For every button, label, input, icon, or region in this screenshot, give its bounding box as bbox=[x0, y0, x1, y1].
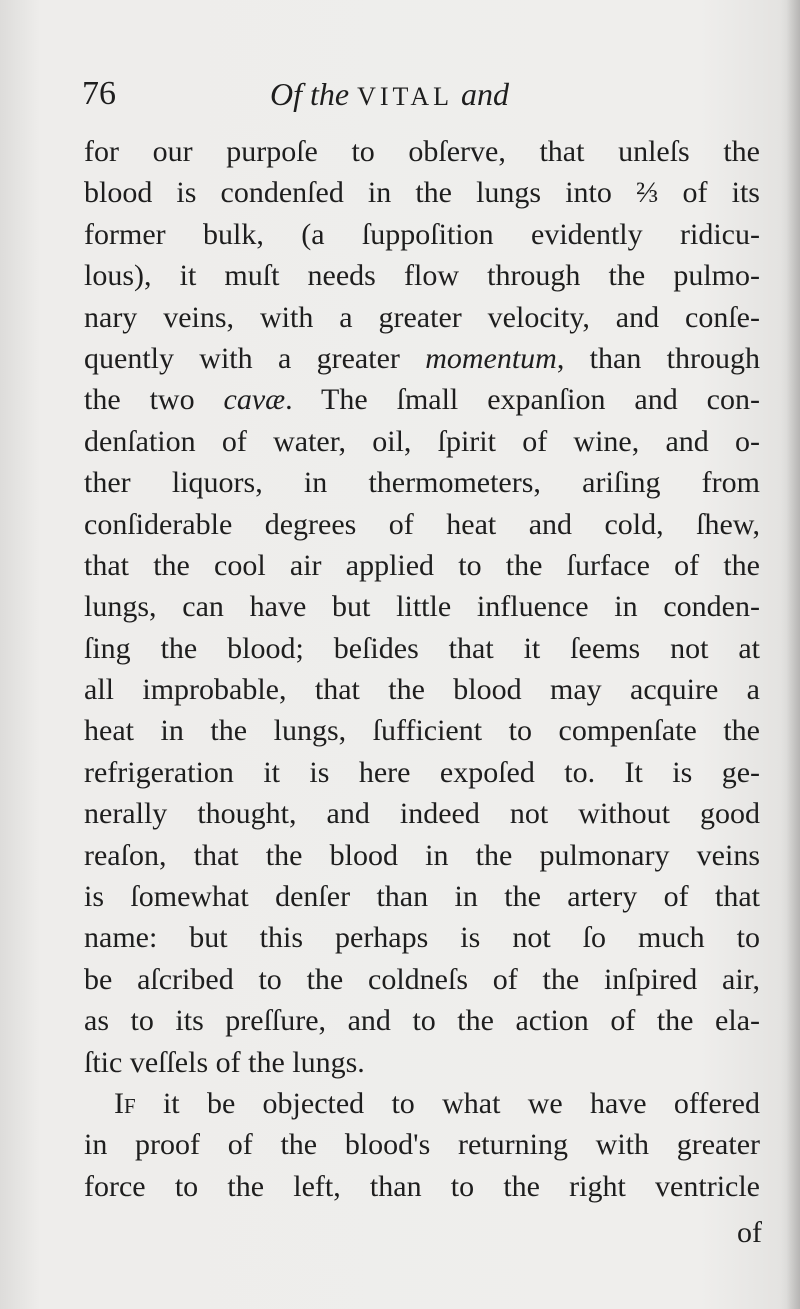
text-line-2: blood is condenſed in the lungs into ⅔ of its bbox=[84, 176, 760, 210]
text-line-24 bbox=[84, 1083, 760, 1124]
text-line-23: ſtic veſſels of the lungs. bbox=[84, 1045, 365, 1079]
page-header bbox=[82, 72, 762, 116]
text-line-6-b: , than through bbox=[556, 341, 760, 375]
text-line-6-a: quently with a greater bbox=[84, 341, 426, 375]
text-line-16: refrigeration it is here expoſed to. It is ge- bbox=[84, 755, 760, 789]
text-line-1: for our purpoſe to obſerve, that unleſs the bbox=[84, 135, 760, 168]
running-head-part2: VITAL bbox=[357, 82, 453, 111]
text-line-9: ther liquors, in thermometers, ariſing from bbox=[84, 466, 760, 500]
text-line-7-a: the two bbox=[84, 383, 224, 417]
paragraph-initial: If bbox=[114, 1086, 136, 1120]
text-line-12: lungs, can have but little influence in conden- bbox=[84, 590, 760, 624]
text-line-17: nerally thought, and indeed not without good bbox=[84, 797, 760, 831]
text-line-5: nary veins, with a greater velocity, and conſe- bbox=[84, 300, 760, 334]
running-head-part1: Of the bbox=[270, 76, 350, 112]
text-line-26: force to the left, than to the right ventricle bbox=[84, 1169, 760, 1203]
text-line-24-rest: it be objected to what we have offered bbox=[135, 1086, 760, 1120]
text-line-3: former bulk, (a ſuppoſition evidently ridicu- bbox=[84, 217, 760, 251]
text-line-4: lous), it muſt needs flow through the pulmo- bbox=[84, 259, 760, 293]
running-head bbox=[270, 72, 509, 119]
text-line-15: heat in the lungs, ſufficient to compenſate the bbox=[84, 714, 760, 748]
running-head-part3: and bbox=[461, 76, 509, 112]
catchword: of bbox=[737, 1216, 762, 1249]
text-line-14: all improbable, that the blood may acquire a bbox=[84, 673, 760, 707]
italic-momentum: momentum bbox=[425, 341, 557, 375]
text-line-21: be aſcribed to the coldneſs of the inſpired air, bbox=[84, 962, 760, 996]
text-line-19: is ſomewhat denſer than in the artery of that bbox=[84, 880, 760, 914]
text-line-10: conſiderable degrees of heat and cold, ſhew, bbox=[84, 507, 760, 541]
page-number: 76 bbox=[82, 75, 116, 112]
italic-cavae: cavæ bbox=[223, 383, 286, 417]
text-line-22: as to its preſſure, and to the action of the ela- bbox=[84, 1004, 760, 1038]
text-line-25: in proof of the blood's returning with greater bbox=[84, 1128, 760, 1162]
body-text bbox=[84, 131, 760, 1207]
text-line-7 bbox=[84, 379, 760, 420]
text-line-8: denſation of water, oil, ſpirit of wine, and o- bbox=[84, 424, 760, 458]
text-line-6 bbox=[84, 338, 760, 379]
text-line-13: ſing the blood; beſides that it ſeems not at bbox=[84, 631, 760, 665]
text-line-20: name: but this perhaps is not ſo much to bbox=[84, 921, 760, 955]
text-line-18: reaſon, that the blood in the pulmonary veins bbox=[84, 838, 760, 872]
page-edge-shadow bbox=[786, 0, 800, 1309]
text-line-7-b: . The ſmall expanſion and con- bbox=[285, 383, 760, 417]
text-line-11: that the cool air applied to the ſurface of the bbox=[84, 548, 760, 582]
